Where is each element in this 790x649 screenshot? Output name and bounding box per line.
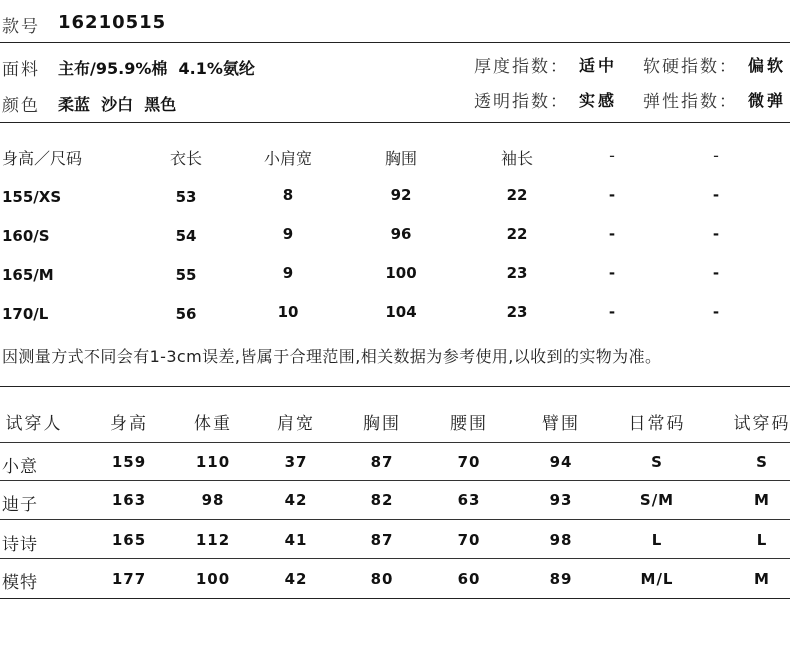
- divider-bottom: [0, 598, 790, 599]
- model-row-divider: [0, 558, 790, 559]
- size-cell: -: [608, 303, 616, 321]
- size-cell: 165/M: [2, 266, 54, 284]
- fabric-label: 面料: [2, 60, 40, 80]
- size-header-extra-1: -: [609, 146, 615, 165]
- size-cell: 160/S: [2, 227, 50, 245]
- size-cell: 170/L: [2, 305, 49, 323]
- model-cell: 70: [457, 453, 481, 471]
- model-cell: 89: [549, 570, 573, 588]
- model-header-arm: 臂围: [542, 414, 580, 434]
- size-cell: 9: [282, 225, 294, 243]
- size-cell: 53: [175, 188, 197, 206]
- model-cell: 110: [195, 453, 231, 471]
- size-cell: 10: [277, 303, 299, 321]
- divider-lower: [0, 386, 790, 387]
- model-header-height: 身高: [110, 414, 148, 434]
- size-cell: 155/XS: [2, 188, 62, 206]
- model-cell: 82: [370, 491, 394, 509]
- model-cell: 42: [284, 570, 308, 588]
- code-label: 款号: [2, 17, 40, 37]
- model-cell: M/L: [640, 570, 674, 588]
- color-label: 颜色: [2, 96, 40, 116]
- divider-top: [0, 42, 790, 43]
- thickness-label: 厚度指数：: [474, 57, 569, 77]
- model-cell: 37: [284, 453, 308, 471]
- model-name: 小意: [2, 457, 38, 477]
- size-cell: 9: [282, 264, 294, 282]
- model-cell: M: [754, 491, 770, 509]
- model-cell: 177: [111, 570, 147, 588]
- size-cell: 54: [175, 227, 197, 245]
- size-header-height-size: 身高／尺码: [2, 149, 83, 168]
- size-cell: 96: [390, 225, 412, 243]
- softness-label: 软硬指数：: [643, 57, 738, 77]
- model-cell: 60: [457, 570, 481, 588]
- size-cell: -: [608, 186, 616, 204]
- transparency-label: 透明指数：: [474, 92, 569, 112]
- model-header-shoulder: 肩宽: [277, 414, 315, 434]
- transparency-value: 实感: [579, 91, 618, 110]
- model-row-divider: [0, 519, 790, 520]
- size-header-shoulder: 小肩宽: [263, 149, 313, 168]
- divider-mid: [0, 122, 790, 123]
- model-cell: S: [756, 453, 768, 471]
- measurement-note: 因测量方式不同会有1-3cm误差,皆属于合理范围,相关数据为参考使用,以收到的实物为准。: [2, 347, 662, 366]
- model-cell: 87: [370, 531, 394, 549]
- model-cell: 70: [457, 531, 481, 549]
- model-header-tester: 试穿人: [5, 414, 63, 434]
- model-cell: L: [756, 531, 768, 549]
- model-name: 模特: [2, 573, 38, 593]
- size-cell: -: [712, 186, 720, 204]
- model-cell: M: [754, 570, 770, 588]
- size-cell: -: [608, 225, 616, 243]
- model-header-weight: 体重: [194, 414, 232, 434]
- size-cell: 8: [282, 186, 294, 204]
- model-cell: 112: [195, 531, 231, 549]
- size-cell: -: [712, 264, 720, 282]
- model-cell: 93: [549, 491, 573, 509]
- model-cell: 98: [549, 531, 573, 549]
- model-cell: 100: [195, 570, 231, 588]
- model-cell: S/M: [639, 491, 675, 509]
- model-cell: 63: [457, 491, 481, 509]
- code-value: 16210515: [58, 12, 167, 33]
- size-header-chest: 胸围: [384, 149, 418, 168]
- model-cell: 87: [370, 453, 394, 471]
- size-cell: 22: [506, 186, 528, 204]
- size-cell: 23: [506, 303, 528, 321]
- model-row-divider: [0, 442, 790, 443]
- size-cell: 22: [506, 225, 528, 243]
- model-cell: S: [651, 453, 663, 471]
- thickness-value: 适中: [579, 56, 618, 75]
- model-cell: 80: [370, 570, 394, 588]
- model-cell: 163: [111, 491, 147, 509]
- size-cell: 56: [175, 305, 197, 323]
- softness-value: 偏软: [748, 56, 787, 75]
- model-cell: 159: [111, 453, 147, 471]
- model-header-waist: 腰围: [450, 414, 488, 434]
- model-name: 诗诗: [2, 535, 38, 555]
- model-cell: 94: [549, 453, 573, 471]
- size-header-extra-2: -: [713, 146, 719, 165]
- size-cell: -: [712, 225, 720, 243]
- model-name: 迪子: [2, 495, 38, 515]
- elasticity-label: 弹性指数：: [643, 92, 738, 112]
- model-header-daily-size: 日常码: [628, 414, 686, 434]
- size-cell: 100: [385, 264, 417, 282]
- size-cell: 92: [390, 186, 412, 204]
- size-header-sleeve: 袖长: [500, 149, 534, 168]
- model-cell: 165: [111, 531, 147, 549]
- size-cell: -: [608, 264, 616, 282]
- size-cell: 104: [385, 303, 417, 321]
- model-header-chest: 胸围: [363, 414, 401, 434]
- model-cell: 41: [284, 531, 308, 549]
- model-header-trial-size: 试穿码: [733, 414, 790, 434]
- size-header-length: 衣长: [169, 149, 203, 168]
- size-cell: -: [712, 303, 720, 321]
- size-cell: 23: [506, 264, 528, 282]
- model-row-divider: [0, 480, 790, 481]
- model-cell: L: [651, 531, 663, 549]
- model-cell: 42: [284, 491, 308, 509]
- elasticity-value: 微弹: [748, 91, 787, 110]
- fabric-value: 主布/95.9%棉 4.1%氨纶: [58, 59, 255, 78]
- model-cell: 98: [201, 491, 225, 509]
- size-cell: 55: [175, 266, 197, 284]
- color-value: 柔蓝 沙白 黑色: [58, 95, 177, 114]
